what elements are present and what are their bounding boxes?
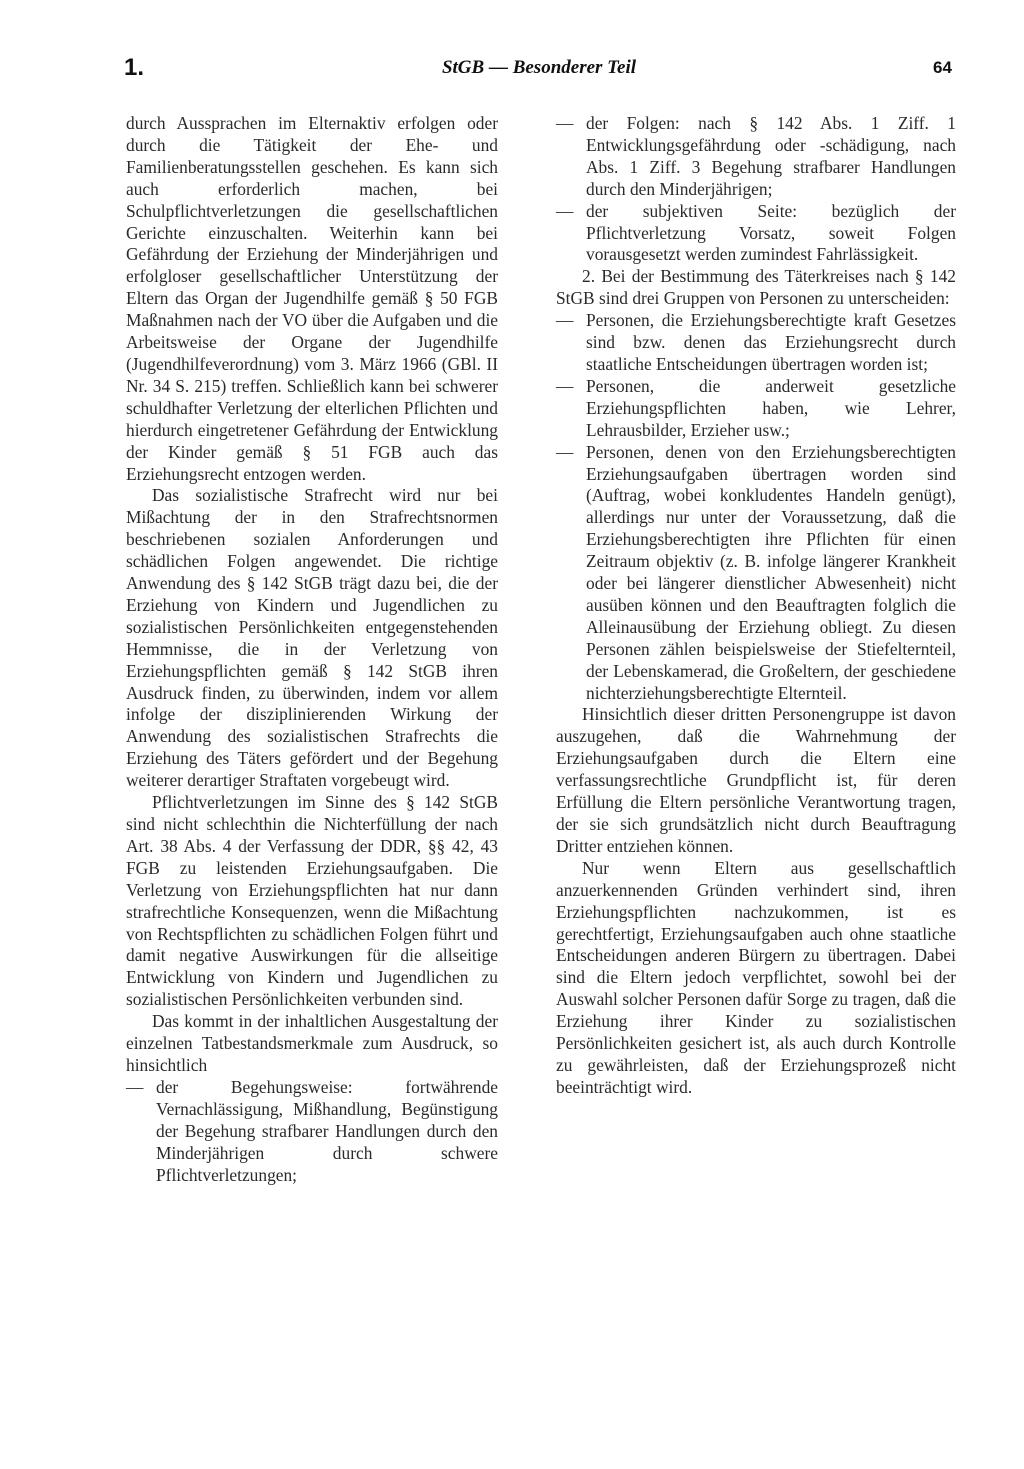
paragraph: Hinsichtlich dieser dritten Personengruppe ist davon auszugehen, daß die Wahrnehmung der Erziehungsaufgaben durch die Eltern eine verfassungsrechtliche Grundpflicht ist, für deren Erfüllung die Eltern persönliche Verantwortung tragen, der sie sich grundsätzlich nicht durch Beauftragung Dritter entziehen können. <box>556 704 956 856</box>
running-title: StGB — Besonderer Teil <box>441 57 637 78</box>
list-item-text: Personen, denen von den Erziehungsberechtigten Erziehungsaufgaben übertragen worden sind (Auftrag, wobei konkludentes Handeln genügt), allerdings nur unter der Voraussetzung, daß die Erziehungsberechtigten ihre Pflichten für einen Zeitraum objektiv (z. B. infolge längerer Krankheit oder bei längerer dienstlicher Abwesenheit) nicht ausüben können und den Beauftragten folglich die Alleinausübung der Erziehung obliegt. Zu diesen Personen zählen beispielsweise der Stiefelternteil, der Lebenskamerad, die Großeltern, der geschiedene nichterziehungsberechtigte Elternteil. <box>586 441 956 703</box>
list-item <box>126 1077 498 1187</box>
list-item <box>556 442 956 705</box>
list-item-text: der subjektiven Seite: bezüglich der Pflichtverletzung Vorsatz, soweit Folgen vorausgesetzt werden zumindest Fahrlässigkeit. <box>586 200 956 265</box>
paragraph: durch Aussprachen im Elternaktiv erfolgen oder durch die Tätigkeit der Ehe- und Familienberatungsstellen geschehen. Es kann sich auch erforderlich machen, bei Schulpflichtverletzungen die gesellschaftlichen Gerichte einzuschalten. Weiterhin kann bei Gefährdung der Erziehung der Minderjährigen und erfolgloser gesellschaftlicher Unterstützung der Eltern das Organ der Jugendhilfe gemäß § 50 FGB Maßnahmen nach der VO über die Aufgaben und die Arbeitsweise der Organe der Jugendhilfe (Jugendhilfeverordnung) vom 3. März 1966 (GBl. II Nr. 34 S. 215) treffen. Schließlich kann bei schwerer schuldhafter Verletzung der elterlichen Pflichten und hierdurch eingetretener Gefährdung der Entwicklung der Kinder gemäß § 51 FGB auch das Erziehungsrecht entzogen werden. <box>126 113 498 484</box>
list-item <box>556 376 956 442</box>
dash-bullet: — <box>556 375 574 396</box>
section-number: 1. <box>124 54 145 81</box>
list-item <box>556 310 956 376</box>
list-item <box>556 201 956 267</box>
paragraph: Nur wenn Eltern aus gesellschaftlich anzuerkennenden Gründen verhindert sind, ihren Erziehungspflichten nachzukommen, ist es gerechtfertigt, Erziehungsaufgaben auch ohne staatliche Entscheidungen anderen Bürgern zu übertragen. Dabei sind die Eltern jedoch verpflichtet, sowohl bei der Auswahl solcher Personen dafür Sorge zu tragen, daß die Erziehung ihrer Kinder zu sozialistischen Persönlichkeiten gesichert ist, als auch durch Kontrolle zu gewährleisten, daß der Erziehungsprozeß nicht beeinträchtigt wird. <box>556 857 956 1097</box>
dash-bullet: — <box>556 310 574 331</box>
list-item <box>556 113 956 201</box>
paragraph: Das kommt in der inhaltlichen Ausgestaltung der einzelnen Tatbestandsmerkmale zum Ausdruck, so hinsichtlich <box>126 1011 498 1075</box>
paragraph: Pflichtverletzungen im Sinne des § 142 StGB sind nicht schlechthin die Nichterfüllung der nach Art. 38 Abs. 4 der Verfassung der DDR, §§ 42, 43 FGB zu leistenden Erziehungsaufgaben. Die Verletzung von Erziehungspflichten hat nur dann strafrechtliche Konsequenzen, wenn die Mißachtung von Rechtspflichten zu schädlichen Folgen führt und damit negative Auswirkungen für die allseitige Entwicklung von Kindern und Jugendlichen zu sozialistischen Persönlichkeiten verbunden sind. <box>126 792 498 1010</box>
list-item-text: Personen, die Erziehungsberechtigte kraft Gesetzes sind bzw. denen das Erziehungsrecht durch staatliche Entscheidungen übertragen worden ist; <box>586 310 956 374</box>
dash-bullet: — <box>556 113 574 133</box>
page-number: 64 <box>933 58 952 77</box>
dash-bullet: — <box>556 441 574 462</box>
dash-bullet: — <box>126 1076 144 1097</box>
list-item-text: Personen, die anderweit gesetzliche Erziehungspflichten haben, wie Lehrer, Lehrausbilder, Erzieher usw.; <box>586 375 956 440</box>
right-column <box>556 113 956 1099</box>
left-column <box>126 113 498 1186</box>
list-item-text: der Folgen: nach § 142 Abs. 1 Ziff. 1 Entwicklungsgefährdung oder -schädigung, nach Abs. 1 Ziff. 3 Begehung strafbarer Handlungen durch den Minderjährigen; <box>586 113 956 199</box>
paragraph: 2. Bei der Bestimmung des Täterkreises nach § 142 StGB sind drei Gruppen von Personen zu unterscheiden: <box>556 266 956 309</box>
list-item-text: der Begehungsweise: fortwährende Vernachlässigung, Mißhandlung, Begünstigung der Begehung strafbarer Handlungen durch den Minderjährigen durch schwere Pflichtverletzungen; <box>156 1076 498 1185</box>
dash-bullet: — <box>556 200 574 221</box>
paragraph: Das sozialistische Strafrecht wird nur bei Mißachtung der in den Strafrechtsnormen beschriebenen sozialen Anforderungen und schädlichen Folgen angewendet. Die richtige Anwendung des § 142 StGB trägt dazu bei, die der Erziehung von Kindern und Jugendlichen zu sozialistischen Persönlichkeiten entgegenstehenden Hemmnisse, die in der Verletzung von Erziehungspflichten gemäß § 142 StGB ihren Ausdruck finden, zu überwinden, indem vor allem infolge der disziplinierenden Wirkung der Anwendung des sozialistischen Strafrechts die Erziehung des Täters gefördert und der Begehung weiterer derartiger Straftaten vorgebeugt wird. <box>126 485 498 791</box>
